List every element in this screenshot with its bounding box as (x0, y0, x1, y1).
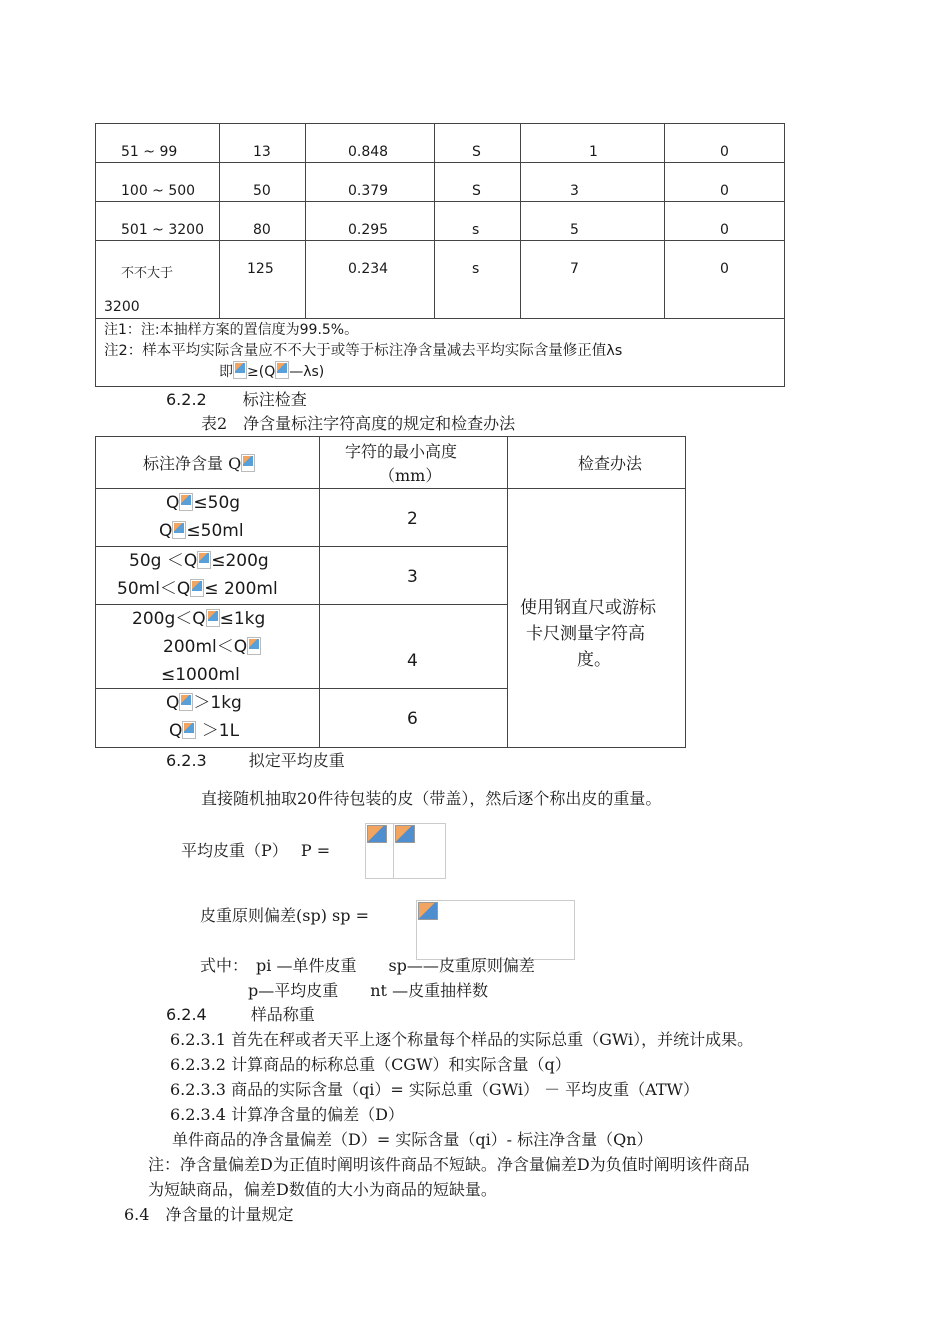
table-cell: 3 (570, 183, 579, 199)
broken-image-icon (395, 825, 415, 843)
formula-image-frame (393, 823, 446, 879)
table-cell: 50 (253, 183, 271, 199)
formula-image-frame (365, 823, 394, 879)
formula-mid: ≥(Q (247, 364, 276, 380)
range-text: 200g＜Q (132, 609, 206, 629)
where-line-2: p—平均皮重 nt —皮重抽样数 (248, 981, 489, 1000)
table-cell: 13 (253, 144, 271, 160)
header-unit: （mm） (379, 466, 442, 485)
formula-image-frame (416, 900, 575, 960)
min-height-value: 4 (407, 651, 418, 671)
formula-suffix: —λs) (289, 364, 325, 380)
step-6232: 6.2.3.2 计算商品的标称总重（CGW）和实际含量（q） (170, 1055, 571, 1074)
average-tare-label: 平均皮重（P） P = (181, 841, 331, 860)
where-line-1: 式中： pi —单件皮重 sp——皮重原则偏差 (200, 956, 535, 975)
label-height-table (95, 436, 686, 748)
table-cell: 0.379 (348, 183, 389, 199)
header-method: 检查办法 (578, 454, 643, 473)
deviation-formula: 单件商品的净含量偏差（D）= 实际含量（qi）- 标注净含量（Qn） (172, 1130, 653, 1149)
note-line-1: 注：净含量偏差D为正值时阐明该件商品不短缺。净含量偏差D为负值时阐明该件商品 (148, 1155, 750, 1174)
table-cell: 7 (570, 261, 579, 277)
range-line (163, 633, 261, 661)
broken-image-icon (182, 721, 196, 739)
section-title: 标注检查 (242, 390, 307, 409)
step-6231: 6.2.3.1 首先在秤或者天平上逐个称量每个样品的实际总重（GWi），并统计成果。 (170, 1030, 754, 1049)
table-cell: 80 (253, 222, 271, 238)
min-height-value: 2 (407, 509, 418, 529)
range-line (129, 547, 269, 575)
section-heading-64 (124, 1205, 293, 1224)
table-cell: 100 ~ 500 (121, 183, 196, 199)
table-cell: 0 (720, 261, 729, 277)
method-text: 卡尺测量字符高 (526, 624, 645, 644)
table-formula (219, 361, 324, 381)
table-cell: 0 (720, 183, 729, 199)
range-text: ≤50ml (186, 521, 244, 541)
header-net-content (143, 450, 255, 478)
range-text: 50ml＜Q (117, 579, 191, 599)
table-cell: 5 (570, 222, 579, 238)
section-number: 6.4 (124, 1205, 150, 1224)
section-number: 6.2.4 (166, 1005, 207, 1024)
method-text: 度。 (577, 650, 611, 670)
broken-image-icon (190, 579, 204, 597)
table-cell: 501 ~ 3200 (121, 222, 204, 238)
range-text: ≤ 200ml (204, 579, 278, 599)
table-cell: 不不大于 (121, 266, 174, 281)
section-heading-624 (166, 1005, 315, 1024)
broken-image-icon (367, 825, 387, 843)
broken-image-icon (275, 361, 289, 379)
range-text: 200ml＜Q (163, 637, 248, 657)
section-heading-622 (166, 390, 307, 409)
range-text: Q (166, 693, 180, 713)
table-cell: 0 (720, 222, 729, 238)
table-cell: 0 (720, 144, 729, 160)
sampling-table (95, 123, 785, 387)
min-height-value: 6 (407, 709, 418, 729)
range-text: Q (166, 493, 180, 513)
section-title: 拟定平均皮重 (248, 751, 345, 770)
header-text: 标注净含量 Q (143, 454, 242, 473)
table-cell: S (472, 183, 481, 199)
table-note-1: 注1：注:本抽样方案的置信度为99.5%。 (104, 322, 359, 338)
section-number: 6.2.3 (166, 751, 207, 770)
broken-image-icon (206, 609, 220, 627)
section-title: 净含量的计量规定 (165, 1205, 294, 1224)
section-title: 样品称重 (250, 1005, 315, 1024)
range-line (117, 575, 278, 603)
range-line: ≤1000ml (161, 665, 240, 685)
tare-sd-label: 皮重原则偏差(sp) sp = (200, 906, 369, 925)
header-min-height: 字符的最小高度 (345, 442, 458, 461)
broken-image-icon (172, 521, 186, 539)
table-cell: s (472, 222, 480, 238)
range-text: Q (169, 721, 183, 741)
range-line (169, 717, 239, 745)
broken-image-icon (179, 693, 193, 711)
range-text: ＞1L (196, 721, 240, 741)
step-6234: 6.2.3.4 计算净含量的偏差（D） (170, 1105, 404, 1124)
range-line (159, 517, 244, 545)
range-text: Q (159, 521, 173, 541)
section-heading-623 (166, 751, 345, 770)
note-line-2: 为短缺商品，偏差D数值的大小为商品的短缺量。 (148, 1180, 497, 1199)
range-text: ＞1kg (193, 693, 242, 713)
range-text: ≤1kg (219, 609, 266, 629)
table-cell: s (472, 261, 480, 277)
table-cell: 125 (247, 261, 274, 277)
range-line (132, 605, 265, 633)
range-text: ≤50g (193, 493, 241, 513)
step-6233: 6.2.3.3 商品的实际含量（qi）= 实际总重（GWi） － 平均皮重（ATW） (170, 1080, 699, 1099)
table-cell: 1 (589, 144, 598, 160)
broken-image-icon (418, 902, 438, 920)
section-number: 6.2.2 (166, 390, 207, 409)
broken-image-icon (179, 493, 193, 511)
range-line (166, 689, 242, 717)
table-cell: S (472, 144, 481, 160)
formula-prefix: 即 (219, 364, 233, 380)
range-line (166, 489, 240, 517)
range-text: 50g ＜Q (129, 551, 198, 571)
table-note-2: 注2：样本平均实际含量应不不大于或等于标注净含量减去平均实际含量修正值λs (104, 343, 623, 359)
table-cell: 0.848 (348, 144, 389, 160)
method-text: 使用钢直尺或游标 (520, 598, 656, 618)
table-cell: 0.295 (348, 222, 389, 238)
table-cell: 3200 (104, 299, 140, 315)
range-text: ≤200g (211, 551, 269, 571)
broken-image-icon (197, 551, 211, 569)
tare-paragraph: 直接随机抽取20件待包装的皮（带盖），然后逐个称出皮的重量。 (201, 789, 662, 808)
broken-image-icon (233, 361, 247, 379)
broken-image-icon (241, 454, 255, 472)
min-height-value: 3 (407, 567, 418, 587)
broken-image-icon (247, 637, 261, 655)
table2-caption: 表2 净含量标注字符高度的规定和检查办法 (201, 414, 516, 433)
table-cell: 51 ~ 99 (121, 144, 178, 160)
table-cell: 0.234 (348, 261, 389, 277)
